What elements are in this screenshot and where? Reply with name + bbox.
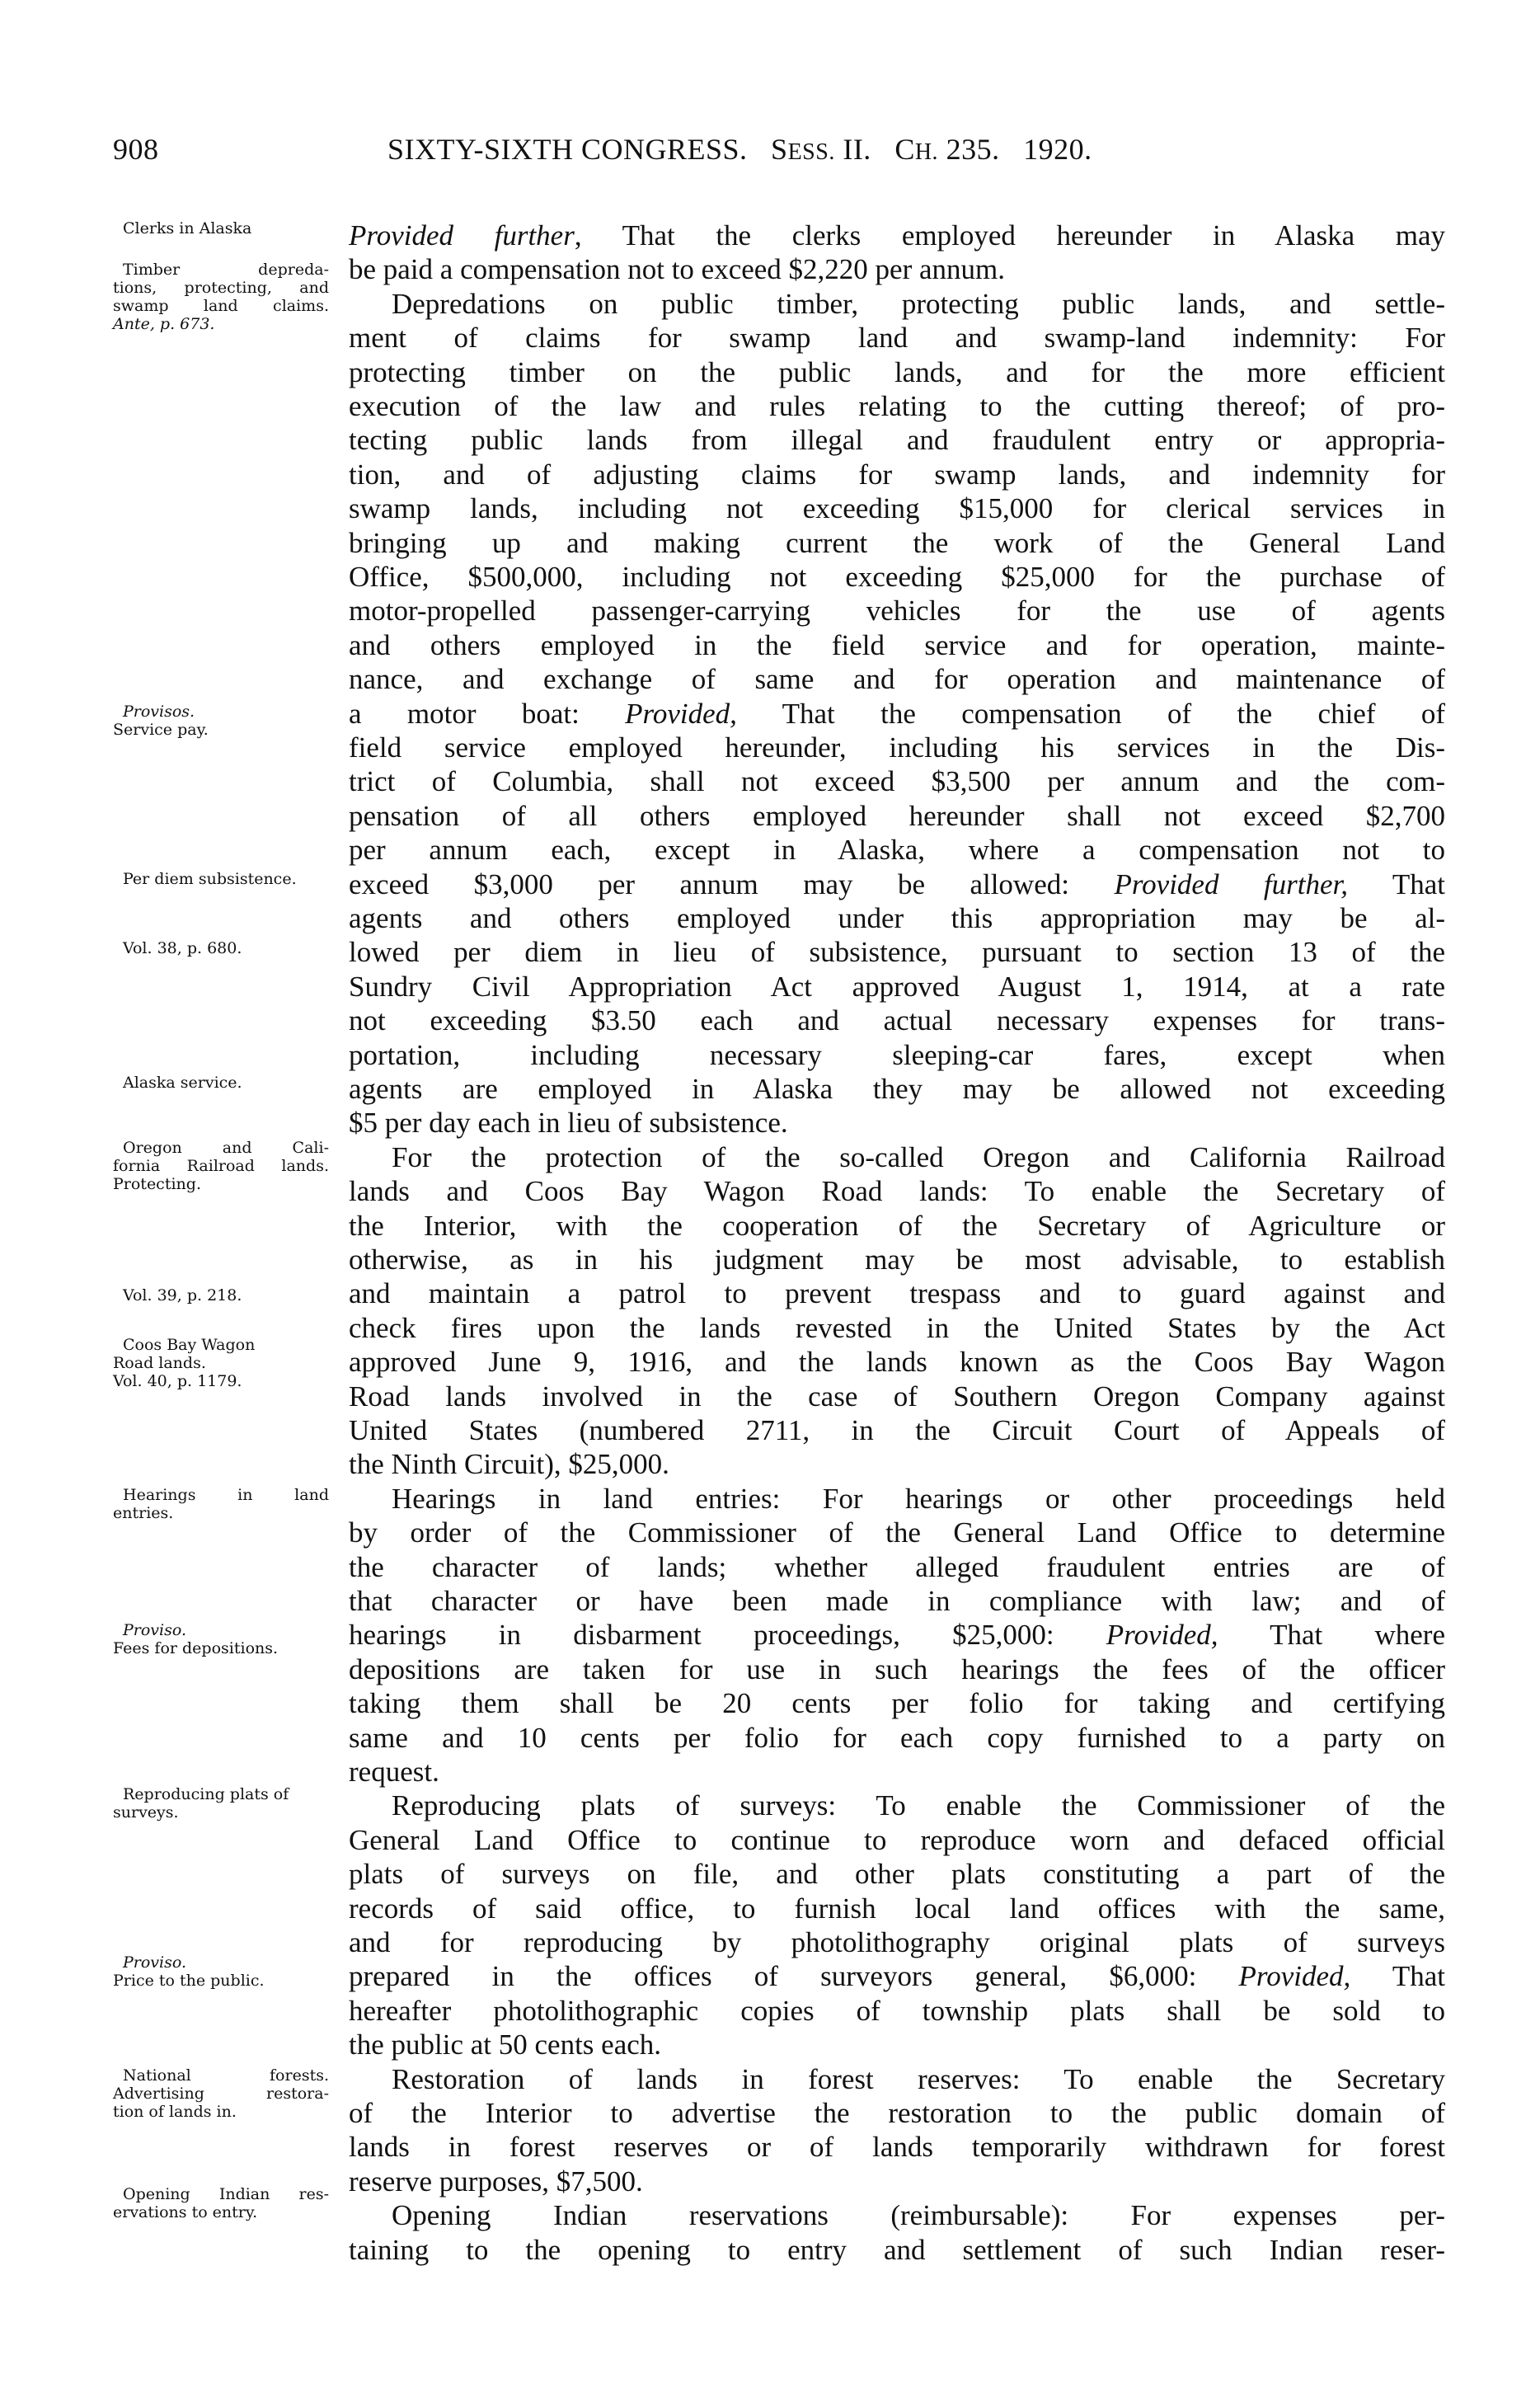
text-run: the Ninth Circuit), $25,000. — [349, 1448, 669, 1481]
chapter-label — [894, 133, 999, 166]
text-run: ment of claims for swamp land and swamp-land indemnity: For — [349, 322, 1445, 355]
margin-note — [113, 1286, 329, 1304]
page-number: 908 — [113, 133, 159, 166]
running-title — [387, 132, 1092, 167]
text-run: otherwise, as in his judgment may be most advisable, to establish — [349, 1243, 1445, 1276]
margin-note — [113, 1486, 329, 1522]
text-run: $5 per day each in lieu of subsistence. — [349, 1107, 788, 1140]
text-run: the public at 50 cents each. — [349, 2028, 662, 2061]
margin-note-line: Clerks in Alaska — [123, 219, 252, 237]
margin-note-line: Vol. 38, p. 680. — [123, 939, 242, 957]
margin-note — [113, 2066, 329, 2121]
text-run: protecting timber on the public lands, and for the more efficient — [349, 355, 1445, 388]
margin-note-line: Vol. 40, p. 1179. — [113, 1372, 242, 1390]
text-run: That — [1348, 867, 1445, 900]
text-run: the character of lands; whether alleged fraudulent entries are of — [349, 1550, 1445, 1583]
text-run: , That the clerks employed hereunder in Alaska may — [574, 219, 1446, 251]
body-line — [349, 1345, 1445, 1379]
text-run: and others employed in the field service and for operation, mainte- — [349, 628, 1445, 661]
italic-text: Provided, — [1238, 1960, 1351, 1993]
text-run: request. — [349, 1756, 439, 1788]
body-line — [349, 1652, 1445, 1686]
body-line — [349, 1311, 1445, 1345]
body-line — [349, 1140, 1445, 1174]
text-run: not exceeding $3.50 each and actual necessary expenses for trans- — [349, 1004, 1445, 1037]
body-line — [349, 1072, 1445, 1106]
chapter-prefix: C — [894, 133, 915, 166]
margin-note — [113, 939, 329, 957]
margin-note-line: Per diem subsistence. — [123, 870, 297, 888]
margin-note — [113, 1785, 329, 1822]
body-line — [349, 901, 1445, 935]
body-line — [349, 526, 1445, 560]
body-line — [349, 355, 1445, 389]
text-run: the Interior, with the cooperation of the Secretary of Agriculture or — [349, 1209, 1445, 1242]
body-line — [349, 935, 1445, 969]
text-run: General Land Office to continue to reproduce worn and defaced official — [349, 1823, 1445, 1856]
text-run: agents are employed in Alaska they may be allowed not exceeding — [349, 1073, 1445, 1105]
text-run: a motor boat: — [349, 697, 626, 730]
margin-note-line: surveys. — [113, 1803, 179, 1822]
body-line — [349, 2096, 1445, 2130]
margin-note-line: Proviso. — [123, 1953, 187, 1972]
margin-note-line: Opening Indian res- — [123, 2185, 329, 2203]
body-line — [349, 833, 1445, 867]
text-run: motor-propelled passenger-carrying vehicles for the use of agents — [349, 595, 1445, 628]
session-label — [771, 133, 871, 166]
text-run: plats of surveys on file, and other plats constituting a part of the — [349, 1858, 1445, 1891]
margin-note-line: tion of lands in. — [113, 2103, 237, 2121]
margin-note-line: Ante, p. 673. — [113, 315, 215, 333]
margin-note-line: Reproducing plats of — [123, 1785, 289, 1803]
body-line — [349, 1209, 1445, 1243]
margin-note-line: fornia Railroad lands. — [113, 1157, 329, 1175]
text-run: agents and others employed under this appropriation may be al- — [349, 902, 1445, 934]
body-line — [349, 697, 1445, 731]
text-run: For the protection of the so-called Oregon and California Railroad — [392, 1140, 1445, 1173]
text-run: depositions are taken for use in such hearings the fees of the officer — [349, 1652, 1445, 1685]
text-run: portation, including necessary sleeping-car fares, except when — [349, 1038, 1445, 1071]
margin-note-line: entries. — [113, 1504, 174, 1522]
body-line — [349, 2233, 1445, 2267]
margin-note-line: Road lands. — [113, 1354, 206, 1372]
text-run: tecting public lands from illegal and fraudulent entry or appropria- — [349, 424, 1445, 457]
body-line — [349, 458, 1445, 491]
body-line — [349, 1892, 1445, 1925]
body-line — [349, 1516, 1445, 1549]
margin-note-line: Coos Bay Wagon — [123, 1336, 256, 1354]
margin-note-line: Oregon and Cali- — [123, 1139, 329, 1157]
body-line — [349, 389, 1445, 423]
body-line — [349, 560, 1445, 594]
margin-note-line: Protecting. — [113, 1175, 201, 1193]
body-line — [349, 1106, 1445, 1140]
margin-note — [113, 703, 329, 739]
margin-note-line: Service pay. — [113, 721, 209, 739]
text-run: that character or have been made in compliance with law; and of — [349, 1585, 1445, 1617]
body-line — [349, 2198, 1445, 2232]
text-run: hearings in disbarment proceedings, $25,000: — [349, 1619, 1106, 1652]
margin-note-line: Provisos. — [123, 703, 195, 721]
text-run: reserve purposes, $7,500. — [349, 2165, 643, 2198]
margin-note-line: Timber depreda- — [123, 261, 329, 279]
body-line — [349, 1413, 1445, 1447]
margin-note-line: Advertising restora- — [113, 2085, 329, 2103]
margin-note — [113, 261, 329, 333]
text-run: execution of the law and rules relating to the cutting thereof; of pro- — [349, 390, 1445, 422]
text-run: same and 10 cents per folio for each copy furnished to a party on — [349, 1721, 1445, 1754]
congress-title: SIXTY-SIXTH CONGRESS. — [387, 133, 748, 166]
body-line — [349, 1823, 1445, 1857]
year: 1920. — [1023, 133, 1092, 166]
text-run: and for reproducing by photolithography original plats of surveys — [349, 1926, 1445, 1958]
italic-text: Provided, — [625, 697, 737, 730]
text-run: pensation of all others employed hereunder shall not exceed $2,700 — [349, 799, 1445, 832]
text-run: lowed per diem in lieu of subsistence, pursuant to section 13 of the — [349, 936, 1445, 969]
margin-note — [113, 1953, 329, 1990]
margin-note-line: swamp land claims. — [113, 297, 329, 315]
text-run: bringing up and making current the work of the General Land — [349, 526, 1445, 559]
text-run: lands and Coos Bay Wagon Road lands: To enable the Secretary of — [349, 1175, 1445, 1208]
text-run: trict of Columbia, shall not exceed $3,500 per annum and the com- — [349, 765, 1445, 798]
body-line — [349, 1994, 1445, 2028]
text-run: Sundry Civil Appropriation Act approved August 1, 1914, at a rate — [349, 970, 1445, 1003]
chapter-number: 235. — [946, 133, 1000, 166]
margin-note-line: Price to the public. — [113, 1972, 265, 1990]
text-run: That — [1350, 1960, 1445, 1993]
session-prefix: S — [771, 133, 788, 166]
body-line — [349, 219, 1445, 252]
body-line — [349, 1276, 1445, 1310]
margin-note — [113, 1074, 329, 1092]
chapter-rest: H. — [914, 139, 939, 165]
body-line — [349, 2062, 1445, 2096]
body-line — [349, 1038, 1445, 1072]
margin-note — [113, 2185, 329, 2221]
body-line — [349, 1857, 1445, 1891]
text-run: approved June 9, 1916, and the lands known as the Coos Bay Wagon — [349, 1346, 1445, 1379]
text-run: field service employed hereunder, including his services in the Dis- — [349, 731, 1445, 764]
text-run: of the Interior to advertise the restoration to the public domain of — [349, 2097, 1445, 2129]
body-line — [349, 1584, 1445, 1618]
italic-text: Provided further, — [1114, 867, 1349, 900]
body-line — [349, 731, 1445, 764]
text-run: per annum each, except in Alaska, where a compensation not to — [349, 834, 1445, 867]
body-line — [349, 1959, 1445, 1993]
margin-note — [113, 219, 329, 237]
body-line — [349, 1482, 1445, 1516]
body-line — [349, 2165, 1445, 2198]
body-line — [349, 970, 1445, 1004]
text-run: That the compensation of the chief of — [736, 697, 1445, 730]
margin-note — [113, 1139, 329, 1193]
text-run: by order of the Commissioner of the General Land Office to determine — [349, 1516, 1445, 1549]
body-line — [349, 2130, 1445, 2164]
margin-note — [113, 870, 329, 888]
body-line — [349, 321, 1445, 355]
text-run: check fires upon the lands revested in the United States by the Act — [349, 1311, 1445, 1344]
text-run: Restoration of lands in forest reserves: To enable the Secretary — [392, 2062, 1445, 2095]
text-run: taking them shall be 20 cents per folio for taking and certifying — [349, 1687, 1445, 1720]
body-line — [349, 1550, 1445, 1584]
text-run: Opening Indian reservations (reimbursable): For expenses per- — [392, 2199, 1445, 2232]
body-line — [349, 1789, 1445, 1822]
margin-note — [113, 1336, 329, 1390]
text-run: taining to the opening to entry and settlement of such Indian reser- — [349, 2233, 1445, 2266]
body-line — [349, 662, 1445, 696]
body-line — [349, 1447, 1445, 1481]
text-run: nance, and exchange of same and for operation and maintenance of — [349, 663, 1445, 696]
body-line — [349, 799, 1445, 833]
margin-note-line: Proviso. — [123, 1621, 187, 1639]
margin-note-line: ervations to entry. — [113, 2203, 258, 2221]
text-run: prepared in the offices of surveyors general, $6,000: — [349, 1960, 1239, 1993]
italic-text: Provided further — [349, 219, 575, 251]
text-run: Road lands involved in the case of Southern Oregon Company against — [349, 1380, 1445, 1413]
body-line — [349, 2028, 1445, 2061]
margin-note-line: tions, protecting, and — [113, 279, 329, 297]
body-line — [349, 1618, 1445, 1652]
text-run: Depredations on public timber, protecting public lands, and settle- — [392, 287, 1445, 320]
text-run: be paid a compensation not to exceed $2,220 per annum. — [349, 253, 1006, 286]
margin-note-line: Fees for depositions. — [113, 1639, 279, 1657]
body-line — [349, 1243, 1445, 1276]
text-run: Office, $500,000, including not exceeding $25,000 for the purchase of — [349, 561, 1445, 593]
text-run: hereafter photolithographic copies of township plats shall be sold to — [349, 1994, 1445, 2027]
text-run: lands in forest reserves or of lands temporarily withdrawn for forest — [349, 2131, 1445, 2164]
text-run: tion, and of adjusting claims for swamp lands, and indemnity for — [349, 458, 1445, 491]
session-number: II. — [843, 133, 871, 166]
margin-note-line: Alaska service. — [123, 1074, 242, 1092]
body-line — [349, 1174, 1445, 1208]
body-line — [349, 1004, 1445, 1037]
body-line — [349, 287, 1445, 321]
body-line — [349, 594, 1445, 628]
text-run: That where — [1218, 1619, 1445, 1652]
body-line — [349, 491, 1445, 525]
body-line — [349, 628, 1445, 662]
text-run: exceed $3,000 per annum may be allowed: — [349, 867, 1115, 900]
session-rest: ESS. — [787, 139, 835, 165]
body-line — [349, 764, 1445, 798]
body-line — [349, 867, 1445, 901]
text-run: Hearings in land entries: For hearings or other proceedings held — [392, 1482, 1445, 1515]
margin-note-line: Vol. 39, p. 218. — [123, 1286, 242, 1304]
text-run: United States (numbered 2711, in the Circuit Court of Appeals of — [349, 1414, 1445, 1446]
margin-note-line: Hearings in land — [123, 1486, 329, 1504]
body-line — [349, 1755, 1445, 1789]
margin-note-line: National forests. — [123, 2066, 329, 2085]
text-run: and maintain a patrol to prevent trespass and to guard against and — [349, 1277, 1445, 1310]
body-line — [349, 1925, 1445, 1959]
body-line — [349, 252, 1445, 286]
text-run: Reproducing plats of surveys: To enable the Commissioner of the — [392, 1789, 1445, 1822]
body-line — [349, 423, 1445, 457]
italic-text: Provided, — [1106, 1619, 1218, 1652]
body-line — [349, 1380, 1445, 1413]
body-line — [349, 1721, 1445, 1755]
text-run: records of said office, to furnish local land offices with the same, — [349, 1892, 1445, 1925]
margin-note — [113, 1621, 329, 1657]
text-run: swamp lands, including not exceeding $15,000 for clerical services in — [349, 492, 1445, 525]
body-line — [349, 1686, 1445, 1720]
